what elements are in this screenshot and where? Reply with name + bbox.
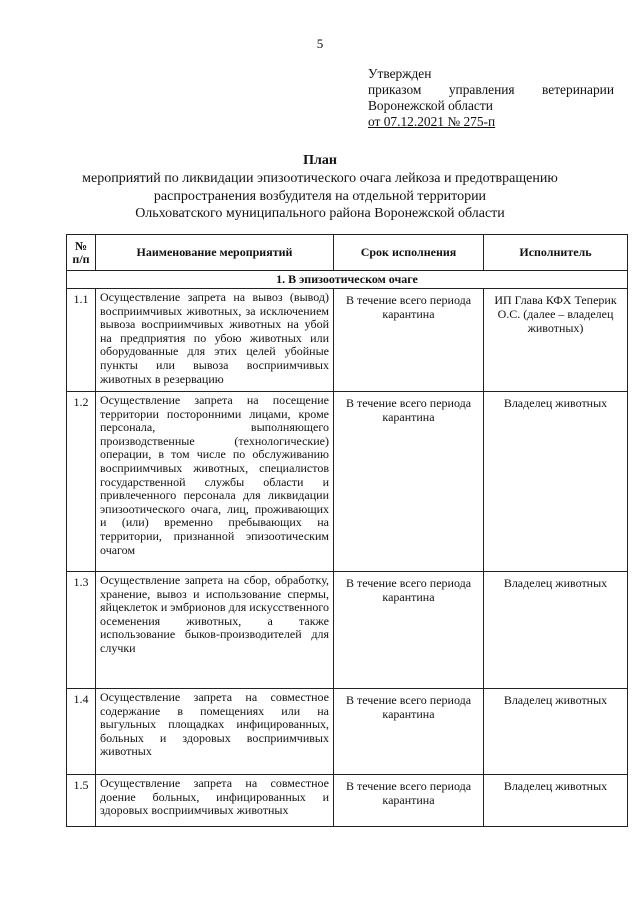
measures-table <box>66 234 628 827</box>
plan-title: План <box>303 153 337 168</box>
header-num-line: № <box>74 238 88 253</box>
row-measure: Осуществление запрета на совместное содержание в помещениях или на выгульных площадках инфицированных, больных и здоровых восприимчивых животных <box>96 689 334 775</box>
header-num <box>67 235 96 271</box>
row-executor: Владелец животных <box>484 392 628 572</box>
row-term: В течение всего периода карантина <box>334 289 484 392</box>
header-executor: Исполнитель <box>484 235 628 271</box>
row-term: В течение всего периода карантина <box>334 689 484 775</box>
page-number: 5 <box>316 36 324 51</box>
table-row <box>67 289 628 392</box>
approval-block <box>368 66 614 130</box>
row-num: 1.5 <box>67 775 96 827</box>
subtitle-line: Ольховатского муниципального района Воронежской области <box>135 206 505 221</box>
section-row <box>67 271 628 289</box>
approval-word: управления <box>448 82 515 97</box>
approval-line: Утвержден <box>368 66 432 81</box>
row-num: 1.1 <box>67 289 96 392</box>
row-num: 1.4 <box>67 689 96 775</box>
table-row <box>67 689 628 775</box>
row-num: 1.3 <box>67 572 96 689</box>
subtitle-line: мероприятий по ликвидации эпизоотического очага лейкоза и предотвращению <box>82 171 558 186</box>
row-executor: Владелец животных <box>484 572 628 689</box>
row-term: В течение всего периода карантина <box>334 572 484 689</box>
section-title: 1. В эпизоотическом очаге <box>67 271 628 289</box>
approval-line: Воронежской области <box>368 98 493 113</box>
plan-subtitle <box>40 170 600 223</box>
table-row <box>67 392 628 572</box>
row-executor: Владелец животных <box>484 775 628 827</box>
subtitle-line: распространения возбудителя на отдельной территории <box>153 188 487 204</box>
header-num-line: п/п <box>72 251 90 266</box>
row-measure: Осуществление запрета на совместное доение больных, инфицированных и здоровых восприимчивых животных <box>96 775 334 827</box>
table-header-row <box>67 235 628 271</box>
row-measure: Осуществление запрета на сбор, обработку, хранение, вывоз и использование спермы, яйцеклеток и эмбрионов для искусственного осеменения животных, а также использование быков-производителей для случки <box>96 572 334 689</box>
row-term: В течение всего периода карантина <box>334 775 484 827</box>
table-row <box>67 775 628 827</box>
row-executor: ИП Глава КФХ Теперик О.С. (далее – владелец животных) <box>484 289 628 392</box>
row-term: В течение всего периода карантина <box>334 392 484 572</box>
row-executor: Владелец животных <box>484 689 628 775</box>
approval-line <box>368 82 614 98</box>
row-measure: Осуществление запрета на вывоз (вывод) восприимчивых животных, за исключением вывоза восприимчивых животных на убой на предприятия по убою животных или оборудованные для этих целей убойные пункты или вывоза восприимчивых животных в резервацию <box>96 289 334 392</box>
row-num: 1.2 <box>67 392 96 572</box>
table-row <box>67 572 628 689</box>
approval-order-number: от 07.12.2021 № 275-п <box>368 114 496 129</box>
header-term: Срок исполнения <box>334 235 484 271</box>
approval-word: приказом <box>368 82 422 97</box>
header-name: Наименование мероприятий <box>96 235 334 271</box>
row-measure: Осуществление запрета на посещение территории посторонними лицами, кроме персонала, выполняющего производственные (технологические) операции, в том числе по обслуживанию восприимчивых животных, специалистов государственной службы области и привлеченного персонала для ликвидации эпизоотического очага, лиц, проживающих и (или) временно пребывающих на территории, признанной эпизоотическим очагом <box>96 392 334 572</box>
approval-word: ветеринарии <box>542 82 614 97</box>
